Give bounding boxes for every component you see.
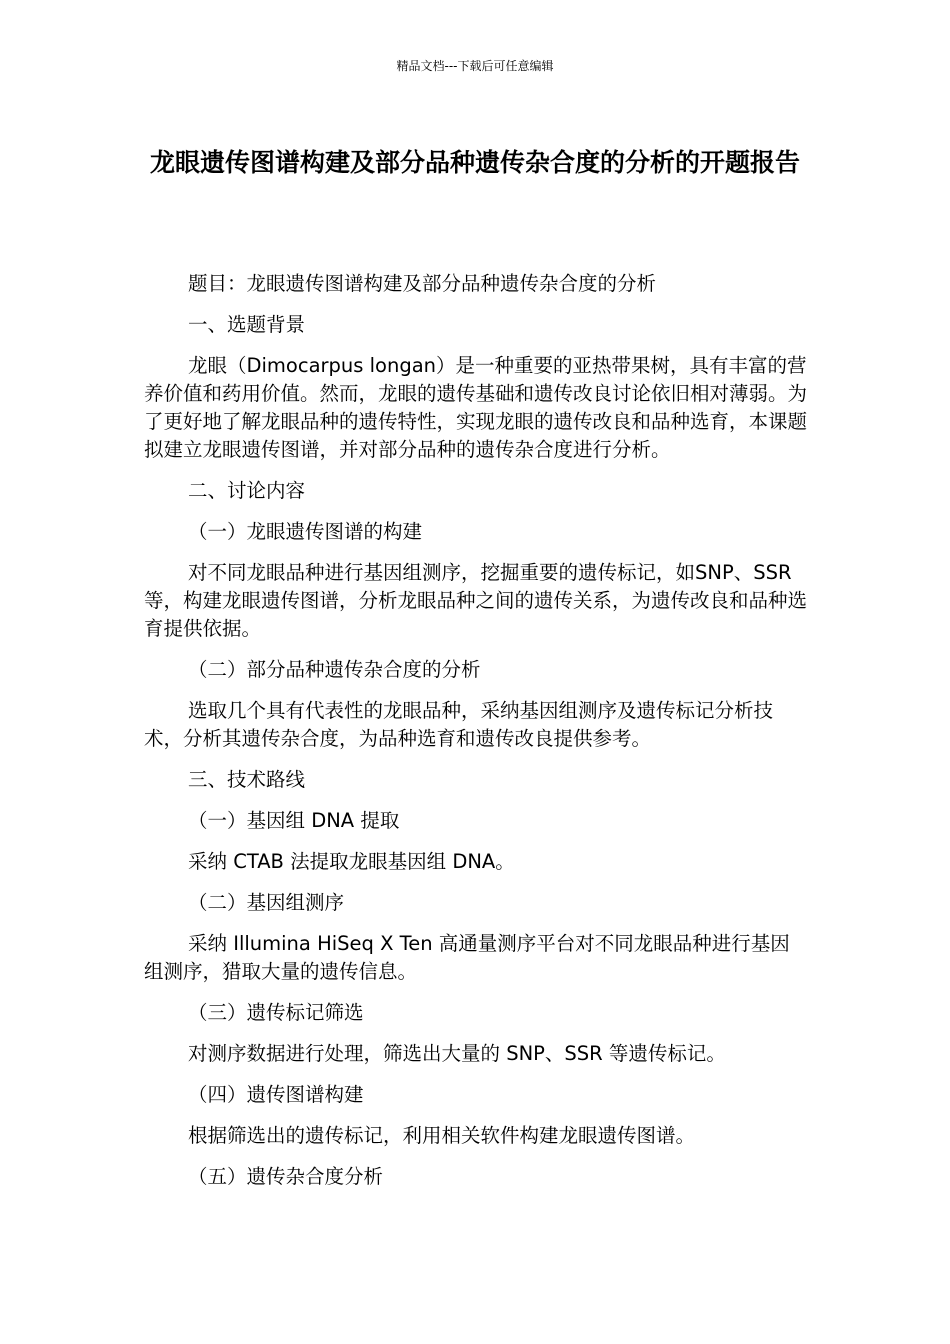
section-heading-technical-route: 三、技术路线 bbox=[188, 768, 306, 791]
map-construction-paragraph: 对不同龙眼品种进行基因组测序，挖掘重要的遗传标记，如SNP、SSR等，构建龙眼遗传图谱，分析龙眼品种之间的遗传关系，为遗传改良和品种选育提供依据。 bbox=[144, 561, 808, 640]
subsection-heading-sequencing: （二）基因组测序 bbox=[188, 891, 345, 914]
map-building-paragraph: 根据筛选出的遗传标记，利用相关软件构建龙眼遗传图谱。 bbox=[188, 1124, 696, 1147]
subsection-heading-dna-extraction: （一）基因组 DNA 提取 bbox=[188, 809, 400, 832]
dna-extraction-paragraph: 采纳 CTAB 法提取龙眼基因组 DNA。 bbox=[188, 850, 515, 873]
section-heading-content: 二、讨论内容 bbox=[188, 479, 306, 502]
topic-line: 题目：龙眼遗传图谱构建及部分品种遗传杂合度的分析 bbox=[188, 272, 657, 295]
marker-screening-paragraph: 对测序数据进行处理，筛选出大量的 SNP、SSR 等遗传标记。 bbox=[188, 1042, 726, 1065]
subsection-heading-heterozygosity-analysis: （五）遗传杂合度分析 bbox=[188, 1165, 384, 1188]
sequencing-paragraph: 采纳 Illumina HiSeq X Ten 高通量测序平台对不同龙眼品种进行基因组测序，猎取大量的遗传信息。 bbox=[144, 932, 790, 983]
document-title: 龙眼遗传图谱构建及部分品种遗传杂合度的分析的开题报告 bbox=[149, 148, 800, 177]
document-body bbox=[144, 270, 808, 1204]
subsection-heading-map-construction: （一）龙眼遗传图谱的构建 bbox=[188, 520, 423, 543]
page-header-note: 精品文档---下载后可任意编辑 bbox=[396, 59, 554, 73]
subsection-heading-marker-screening: （三）遗传标记筛选 bbox=[188, 1001, 364, 1024]
background-paragraph: 龙眼（Dimocarpus longan）是一种重要的亚热带果树，具有丰富的营养价值和药用价值。然而，龙眼的遗传基础和遗传改良讨论依旧相对薄弱。为了更好地了解龙眼品种的遗传特性，实现龙眼的遗传改良和品种选育，本课题拟建立龙眼遗传图谱，并对部分品种的遗传杂合度进行分析。 bbox=[144, 354, 808, 461]
subsection-heading-heterozygosity: （二）部分品种遗传杂合度的分析 bbox=[188, 658, 481, 681]
heterozygosity-paragraph: 选取几个具有代表性的龙眼品种，采纳基因组测序及遗传标记分析技术，分析其遗传杂合度，为品种选育和遗传改良提供参考。 bbox=[144, 699, 774, 750]
section-heading-background: 一、选题背景 bbox=[188, 313, 306, 336]
subsection-heading-map-building: （四）遗传图谱构建 bbox=[188, 1083, 364, 1106]
